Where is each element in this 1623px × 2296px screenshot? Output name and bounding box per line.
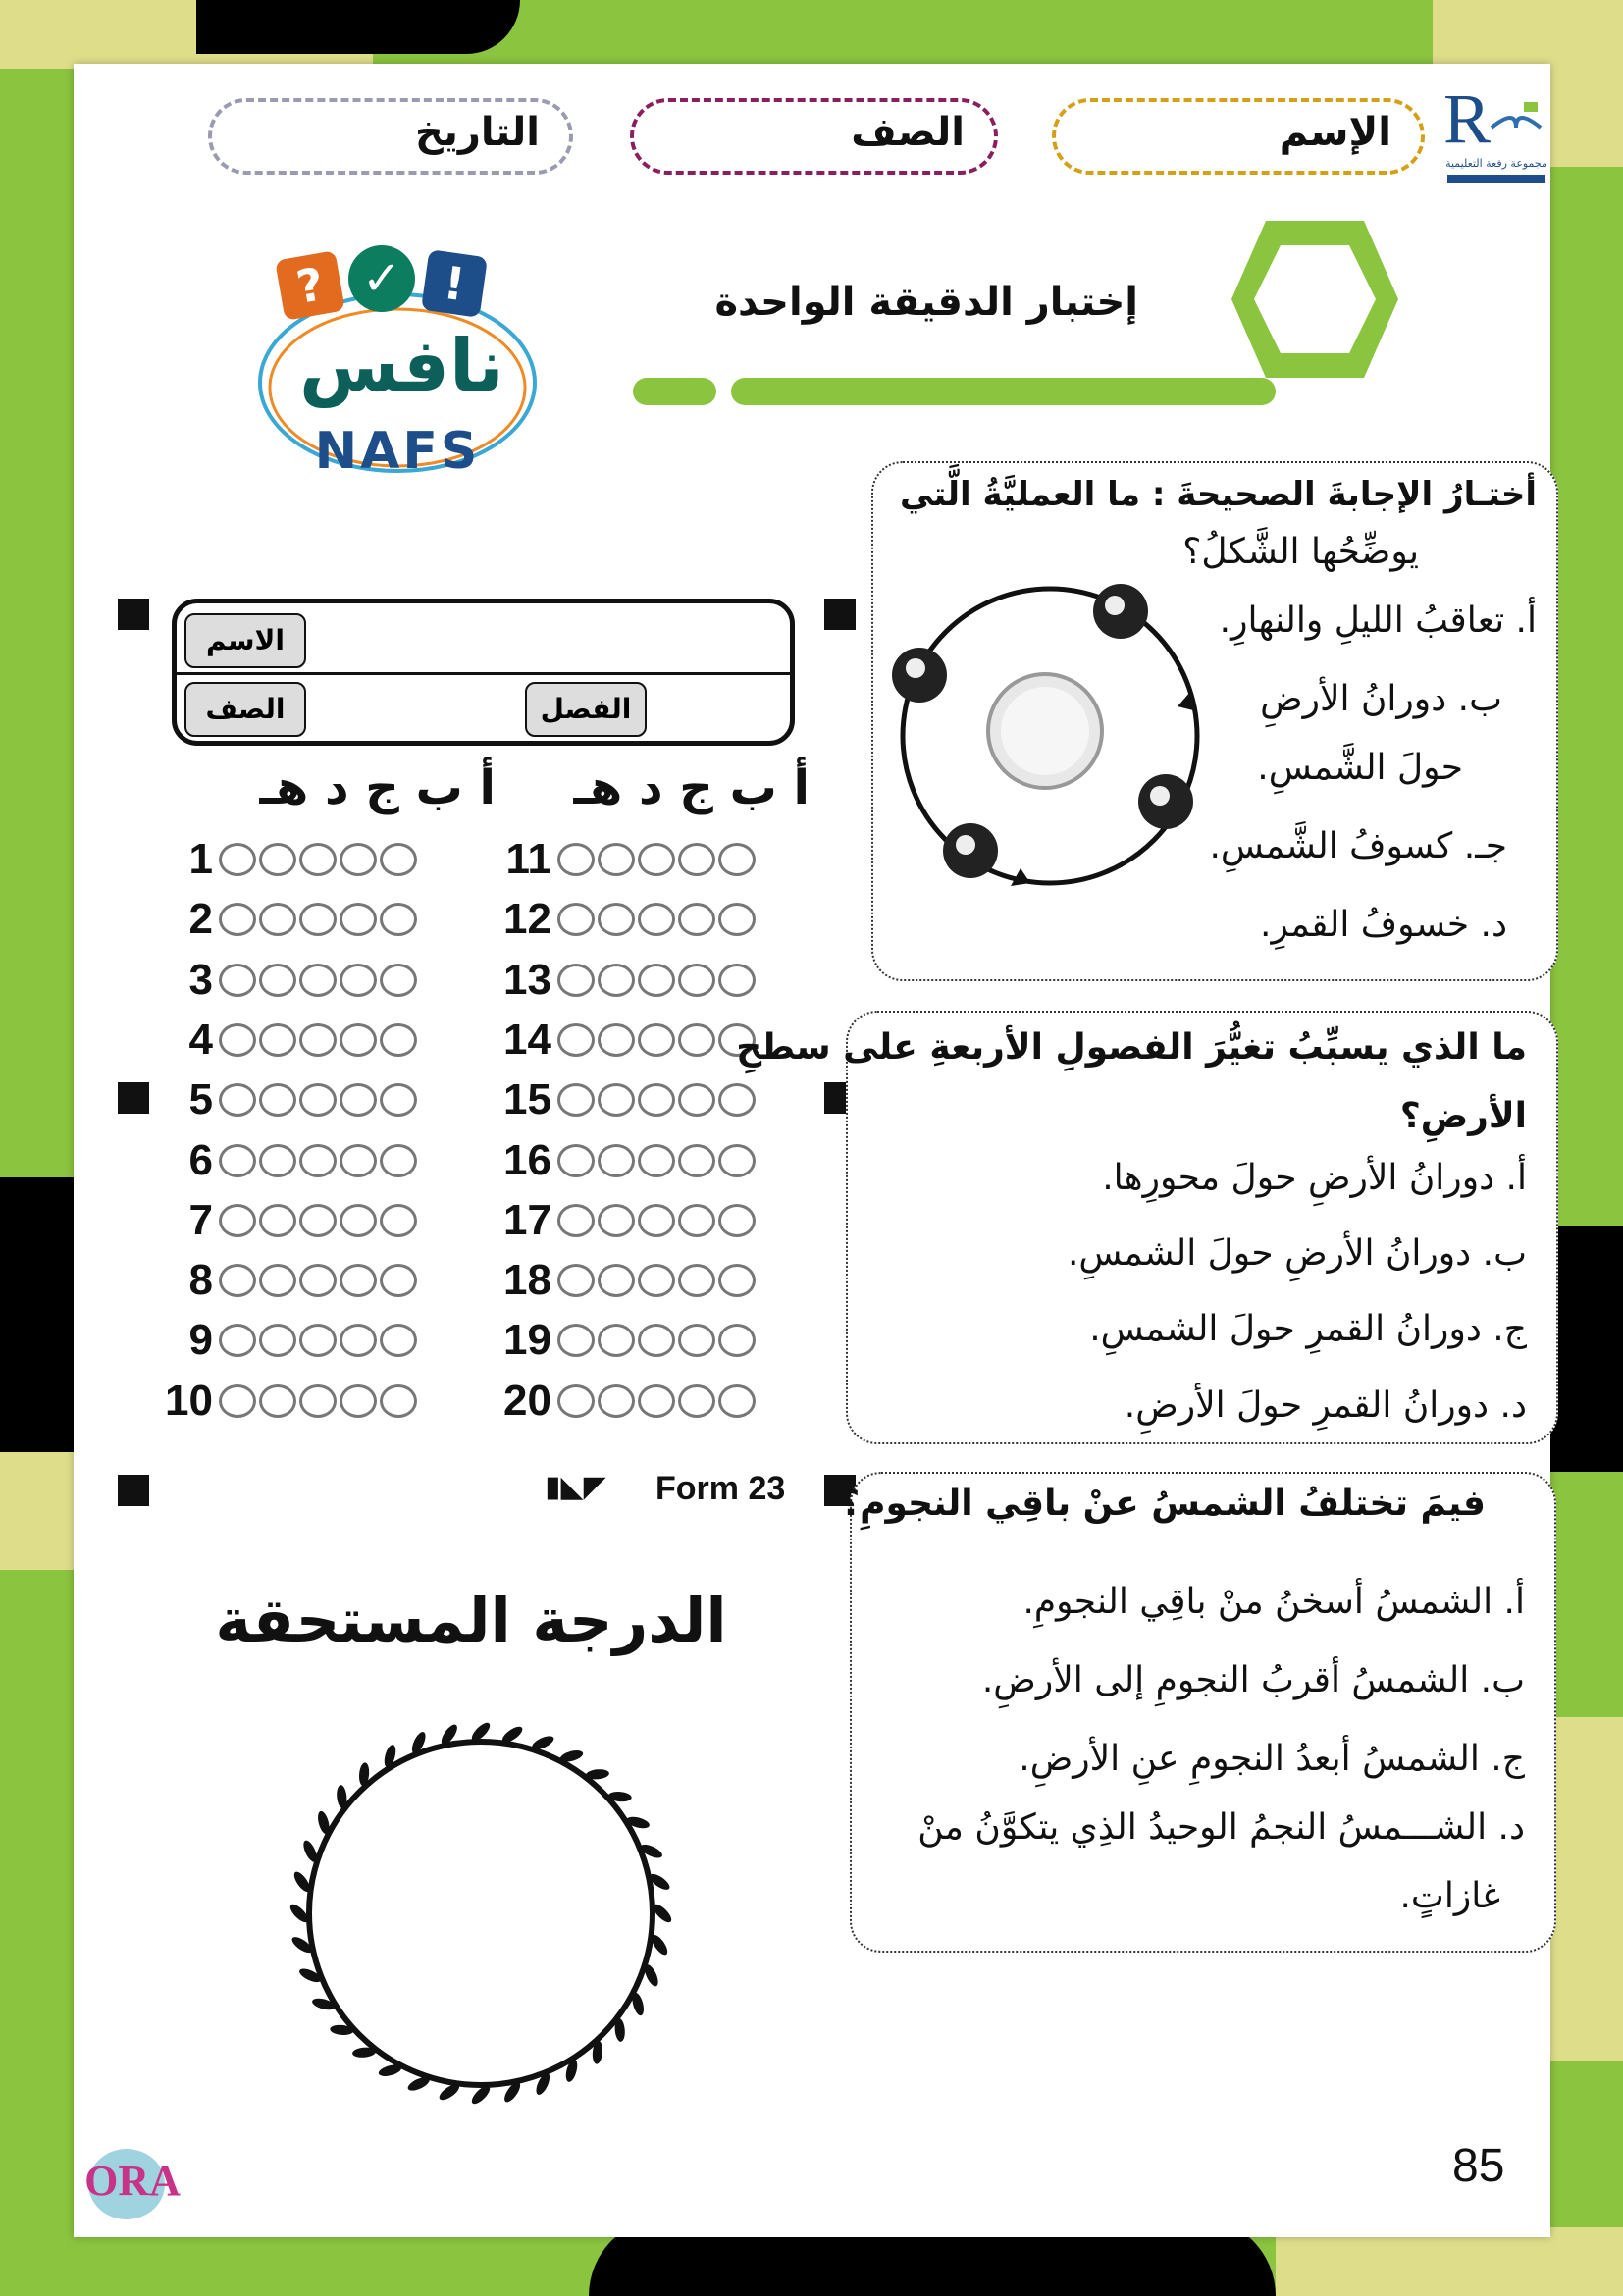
answer-bubble[interactable] (259, 1023, 296, 1057)
answer-bubble[interactable] (299, 1324, 337, 1357)
q3-option-c[interactable]: ج. الشمسُ أبعدُ النجومِ عنِ الأرضِ. (1019, 1739, 1525, 1779)
form-mark: ▮◣◤ (545, 1470, 606, 1504)
answer-bubble[interactable] (340, 843, 377, 876)
question-mark-icon: ? (275, 250, 345, 321)
hexagon-icon (1207, 211, 1403, 388)
answer-bubble[interactable] (259, 964, 296, 997)
question-number: 11 (505, 835, 551, 883)
answer-bubble[interactable] (678, 1324, 715, 1357)
question-number: 17 (503, 1195, 551, 1244)
answer-bubble[interactable] (678, 1144, 715, 1177)
answer-bubble[interactable] (557, 1324, 595, 1357)
name-cell-input[interactable] (314, 611, 785, 668)
answer-bubble[interactable] (380, 1264, 417, 1297)
name-label: الإسم (1279, 110, 1391, 155)
ora-text: ORA (84, 2157, 181, 2205)
sun-icon (988, 674, 1102, 788)
question-3-box (839, 1472, 1556, 1953)
q1-option-a[interactable]: أ. تعاقبُ الليلِ والنهارِ. (1219, 600, 1537, 641)
answer-bubble[interactable] (380, 1083, 417, 1117)
answer-bubble[interactable] (718, 1144, 756, 1177)
class-cell-label: الصف (184, 682, 306, 737)
logo-caption: مجموعة رفعة التعليمية (1445, 157, 1547, 170)
answer-row (152, 1137, 420, 1184)
answer-bubble[interactable] (678, 1264, 715, 1297)
answer-bubble[interactable] (380, 1384, 417, 1418)
answer-bubble[interactable] (678, 1083, 715, 1117)
answer-bubble[interactable] (219, 1324, 256, 1357)
answer-bubble[interactable] (340, 1264, 377, 1297)
answer-bubble[interactable] (219, 1204, 256, 1237)
q3-option-d-line2: غازاتٍ. (1399, 1876, 1500, 1916)
q1-option-b-line2: حولَ الشَّمسِ. (1257, 748, 1463, 788)
answer-bubble[interactable] (340, 1083, 377, 1117)
question-number: 3 (188, 955, 213, 1004)
nafs-latin: NAFS (314, 422, 481, 481)
answer-bubble[interactable] (340, 1023, 377, 1057)
q1-option-b[interactable]: ب. دورانُ الأرضِ (1260, 679, 1502, 719)
answer-bubble[interactable] (598, 1264, 635, 1297)
q3-option-d[interactable]: د. الشـــمسُ النجمُ الوحيدُ الذِي يتكوَّنُ منْ (917, 1807, 1525, 1848)
answer-bubble[interactable] (299, 1144, 337, 1177)
corner-marker (118, 1475, 149, 1506)
answer-bubble[interactable] (340, 964, 377, 997)
corner-marker (118, 599, 149, 630)
answer-row (152, 1257, 420, 1304)
option-letters-left: أ ب ج د هـ (259, 760, 496, 815)
bg-black-top (196, 0, 520, 54)
answer-bubble[interactable] (598, 1144, 635, 1177)
answer-row (491, 836, 759, 883)
answer-bubble[interactable] (598, 843, 635, 876)
question-number: 15 (503, 1075, 551, 1124)
q1-option-c[interactable]: جـ. كسوفُ الشَّمسِ. (1209, 826, 1507, 866)
answer-row (152, 836, 420, 883)
answer-bubble[interactable] (718, 1204, 756, 1237)
answer-bubble[interactable] (299, 1204, 337, 1237)
date-label: التاريخ (415, 110, 540, 155)
answer-row (152, 1378, 420, 1425)
answer-bubble[interactable] (557, 1023, 595, 1057)
question-number: 9 (188, 1316, 213, 1365)
corner-marker (824, 599, 856, 630)
question-number: 7 (188, 1195, 213, 1244)
answer-bubble[interactable] (259, 1324, 296, 1357)
question-number: 13 (503, 955, 551, 1004)
answer-bubble[interactable] (678, 1023, 715, 1057)
answer-bubble[interactable] (598, 903, 635, 936)
answer-row (491, 1017, 759, 1064)
answer-bubble[interactable] (557, 964, 595, 997)
answer-bubble[interactable] (718, 903, 756, 936)
answer-bubble[interactable] (678, 903, 715, 936)
ora-logo (59, 2144, 186, 2222)
answer-bubble[interactable] (598, 1384, 635, 1418)
answer-bubble[interactable] (380, 1204, 417, 1237)
answer-bubble[interactable] (598, 964, 635, 997)
answer-bubble[interactable] (638, 1324, 675, 1357)
q3-title: فيمَ تختلفُ الشمسُ عنْ باقِي النجومِ؟ (839, 1484, 1486, 1524)
bg-olive-left-mid (0, 1452, 79, 1570)
question-number: 14 (503, 1015, 551, 1064)
answer-bubble[interactable] (299, 964, 337, 997)
answer-bubble[interactable] (340, 1204, 377, 1237)
nafs-arabic: نافس (299, 324, 504, 408)
answer-bubble[interactable] (219, 1083, 256, 1117)
q1-option-d[interactable]: د. خسوفُ القمرِ. (1260, 905, 1507, 945)
answer-bubble[interactable] (557, 1083, 595, 1117)
answer-bubble[interactable] (638, 1264, 675, 1297)
answer-bubble[interactable] (340, 903, 377, 936)
answer-row (152, 1017, 420, 1064)
answer-bubble[interactable] (380, 1144, 417, 1177)
question-number: 20 (503, 1376, 551, 1425)
question-number: 18 (503, 1256, 551, 1305)
answer-row (152, 896, 420, 943)
answer-bubble[interactable] (259, 1144, 296, 1177)
answer-bubble[interactable] (219, 903, 256, 936)
answer-bubble[interactable] (259, 1204, 296, 1237)
q2-title-line2: الأرضِ؟ (1399, 1096, 1527, 1136)
class-field[interactable] (630, 98, 998, 175)
answer-row (152, 1076, 420, 1123)
answer-bubble[interactable] (259, 843, 296, 876)
question-2-box (736, 1011, 1558, 1444)
divider-horizontal (177, 672, 790, 675)
logo-bar (1447, 175, 1545, 183)
question-number: 5 (188, 1075, 213, 1124)
answer-row (491, 1076, 759, 1123)
bg-olive-right-bottom (1550, 1717, 1623, 2061)
question-number: 4 (188, 1015, 213, 1064)
answer-bubble[interactable] (380, 1023, 417, 1057)
q2-option-b[interactable]: ب. دورانُ الأرضِ حولَ الشمسِ. (1067, 1233, 1527, 1274)
answer-bubble[interactable] (598, 1204, 635, 1237)
answer-bubble[interactable] (718, 1324, 756, 1357)
answer-row (491, 1378, 759, 1425)
answer-bubble[interactable] (299, 1264, 337, 1297)
page-number: 85 (1452, 2140, 1505, 2192)
answer-bubble[interactable] (678, 1204, 715, 1237)
answer-bubble[interactable] (340, 1324, 377, 1357)
score-label: الدرجة المستحقة (215, 1585, 727, 1656)
answer-bubble[interactable] (638, 1204, 675, 1237)
question-number: 10 (165, 1376, 213, 1425)
answer-bubble[interactable] (598, 1023, 635, 1057)
q1-title: أختـارُ الإجابةَ الصحيحةَ : ما العمليَّةُ الَّتي (900, 475, 1537, 514)
answer-bubble[interactable] (380, 964, 417, 997)
option-letters-right: أ ب ج د هـ (573, 760, 810, 815)
answer-bubble[interactable] (638, 964, 675, 997)
answer-row (152, 1197, 420, 1244)
nafs-logo (250, 235, 545, 491)
answer-bubble[interactable] (557, 843, 595, 876)
answer-bubble[interactable] (557, 1264, 595, 1297)
q3-option-a[interactable]: أ. الشمسُ أسخنُ منْ باقِي النجومِ. (1022, 1582, 1525, 1622)
answer-row (152, 1317, 420, 1364)
answer-bubble[interactable] (299, 1083, 337, 1117)
q2-title: ما الذي يسبِّبُ تغيُّرَ الفصولِ الأربعةِ على سطحِ (736, 1027, 1527, 1068)
answer-bubble[interactable] (638, 843, 675, 876)
bg-black-left-mid (0, 1177, 79, 1452)
answer-bubble[interactable] (219, 1384, 256, 1418)
bg-olive-bottom-right (1276, 2227, 1623, 2296)
answer-bubble[interactable] (259, 1083, 296, 1117)
rifaa-logo (1438, 78, 1555, 186)
form-label: Form 23 (655, 1470, 786, 1507)
answer-bubble[interactable] (299, 903, 337, 936)
answer-bubble[interactable] (219, 843, 256, 876)
answer-bubble[interactable] (638, 903, 675, 936)
q2-option-d[interactable]: د. دورانُ القمرِ حولَ الأرضِ. (1124, 1385, 1527, 1426)
answer-bubble[interactable] (380, 843, 417, 876)
question-number: 8 (188, 1256, 213, 1305)
answer-bubble[interactable] (259, 1384, 296, 1418)
answer-bubble[interactable] (340, 1144, 377, 1177)
answer-bubble[interactable] (718, 1083, 756, 1117)
answer-bubble[interactable] (718, 1384, 756, 1418)
answer-row (491, 1137, 759, 1184)
title-underline-long (731, 378, 1276, 405)
answer-bubble[interactable] (299, 843, 337, 876)
answer-bubble[interactable] (259, 1264, 296, 1297)
answer-bubble[interactable] (638, 1144, 675, 1177)
answer-bubble[interactable] (678, 964, 715, 997)
answer-bubble[interactable] (340, 1384, 377, 1418)
answer-bubble[interactable] (557, 1384, 595, 1418)
answer-bubble[interactable] (718, 843, 756, 876)
q3-option-b[interactable]: ب. الشمسُ أقربُ النجومِ إلى الأرضِ. (981, 1660, 1525, 1700)
answer-row (152, 957, 420, 1004)
answer-bubble[interactable] (259, 903, 296, 936)
answer-bubble[interactable] (718, 1264, 756, 1297)
earth-orbit-diagram (883, 574, 1217, 898)
answer-bubble[interactable] (557, 903, 595, 936)
check-icon: ✓ (348, 245, 415, 312)
quiz-title: إختبار الدقيقة الواحدة (714, 280, 1138, 325)
laurel-wreath-icon (275, 1707, 687, 2119)
answer-bubble[interactable] (299, 1384, 337, 1418)
answer-bubble[interactable] (638, 1384, 675, 1418)
answer-bubble[interactable] (638, 1083, 675, 1117)
logo-letter: R (1443, 79, 1492, 158)
date-field[interactable] (208, 98, 573, 175)
answer-row (491, 1197, 759, 1244)
answer-bubble[interactable] (219, 1023, 256, 1057)
corner-marker (118, 1082, 149, 1114)
question-number: 2 (188, 895, 213, 944)
question-number: 16 (503, 1135, 551, 1184)
q2-option-a[interactable]: أ. دورانُ الأرضِ حولَ محورِها. (1102, 1158, 1527, 1198)
answer-row (491, 896, 759, 943)
question-number: 1 (188, 835, 213, 883)
answer-bubble[interactable] (299, 1023, 337, 1057)
q1-title-line2: يوضِّحُها الشَّكلُ؟ (1182, 532, 1419, 572)
answer-bubble[interactable] (219, 964, 256, 997)
answer-bubble[interactable] (380, 1324, 417, 1357)
name-field[interactable] (1052, 98, 1425, 175)
q2-option-c[interactable]: ج. دورانُ القمرِ حولَ الشمسِ. (1089, 1309, 1527, 1349)
answer-bubble[interactable] (598, 1083, 635, 1117)
answer-row (491, 1317, 759, 1364)
student-info-box (172, 599, 795, 746)
answer-bubble[interactable] (380, 903, 417, 936)
answer-bubble[interactable] (638, 1023, 675, 1057)
answer-row (491, 957, 759, 1004)
answer-bubble[interactable] (678, 1384, 715, 1418)
answer-row (491, 1257, 759, 1304)
answer-bubble[interactable] (557, 1144, 595, 1177)
question-number: 6 (188, 1135, 213, 1184)
title-underline-short (633, 378, 716, 405)
section-cell-label: الفصل (525, 682, 647, 737)
class-label: الصف (851, 110, 965, 155)
answer-bubble[interactable] (598, 1324, 635, 1357)
answer-bubble[interactable] (557, 1204, 595, 1237)
answer-bubble[interactable] (678, 843, 715, 876)
answer-bubble[interactable] (718, 964, 756, 997)
question-number: 19 (503, 1316, 551, 1365)
book-icon (1487, 98, 1545, 137)
question-number: 12 (503, 895, 551, 944)
name-cell-label: الاسم (184, 613, 306, 668)
exclamation-icon: ! (421, 249, 488, 318)
answer-bubble[interactable] (219, 1264, 256, 1297)
answer-bubble[interactable] (219, 1144, 256, 1177)
